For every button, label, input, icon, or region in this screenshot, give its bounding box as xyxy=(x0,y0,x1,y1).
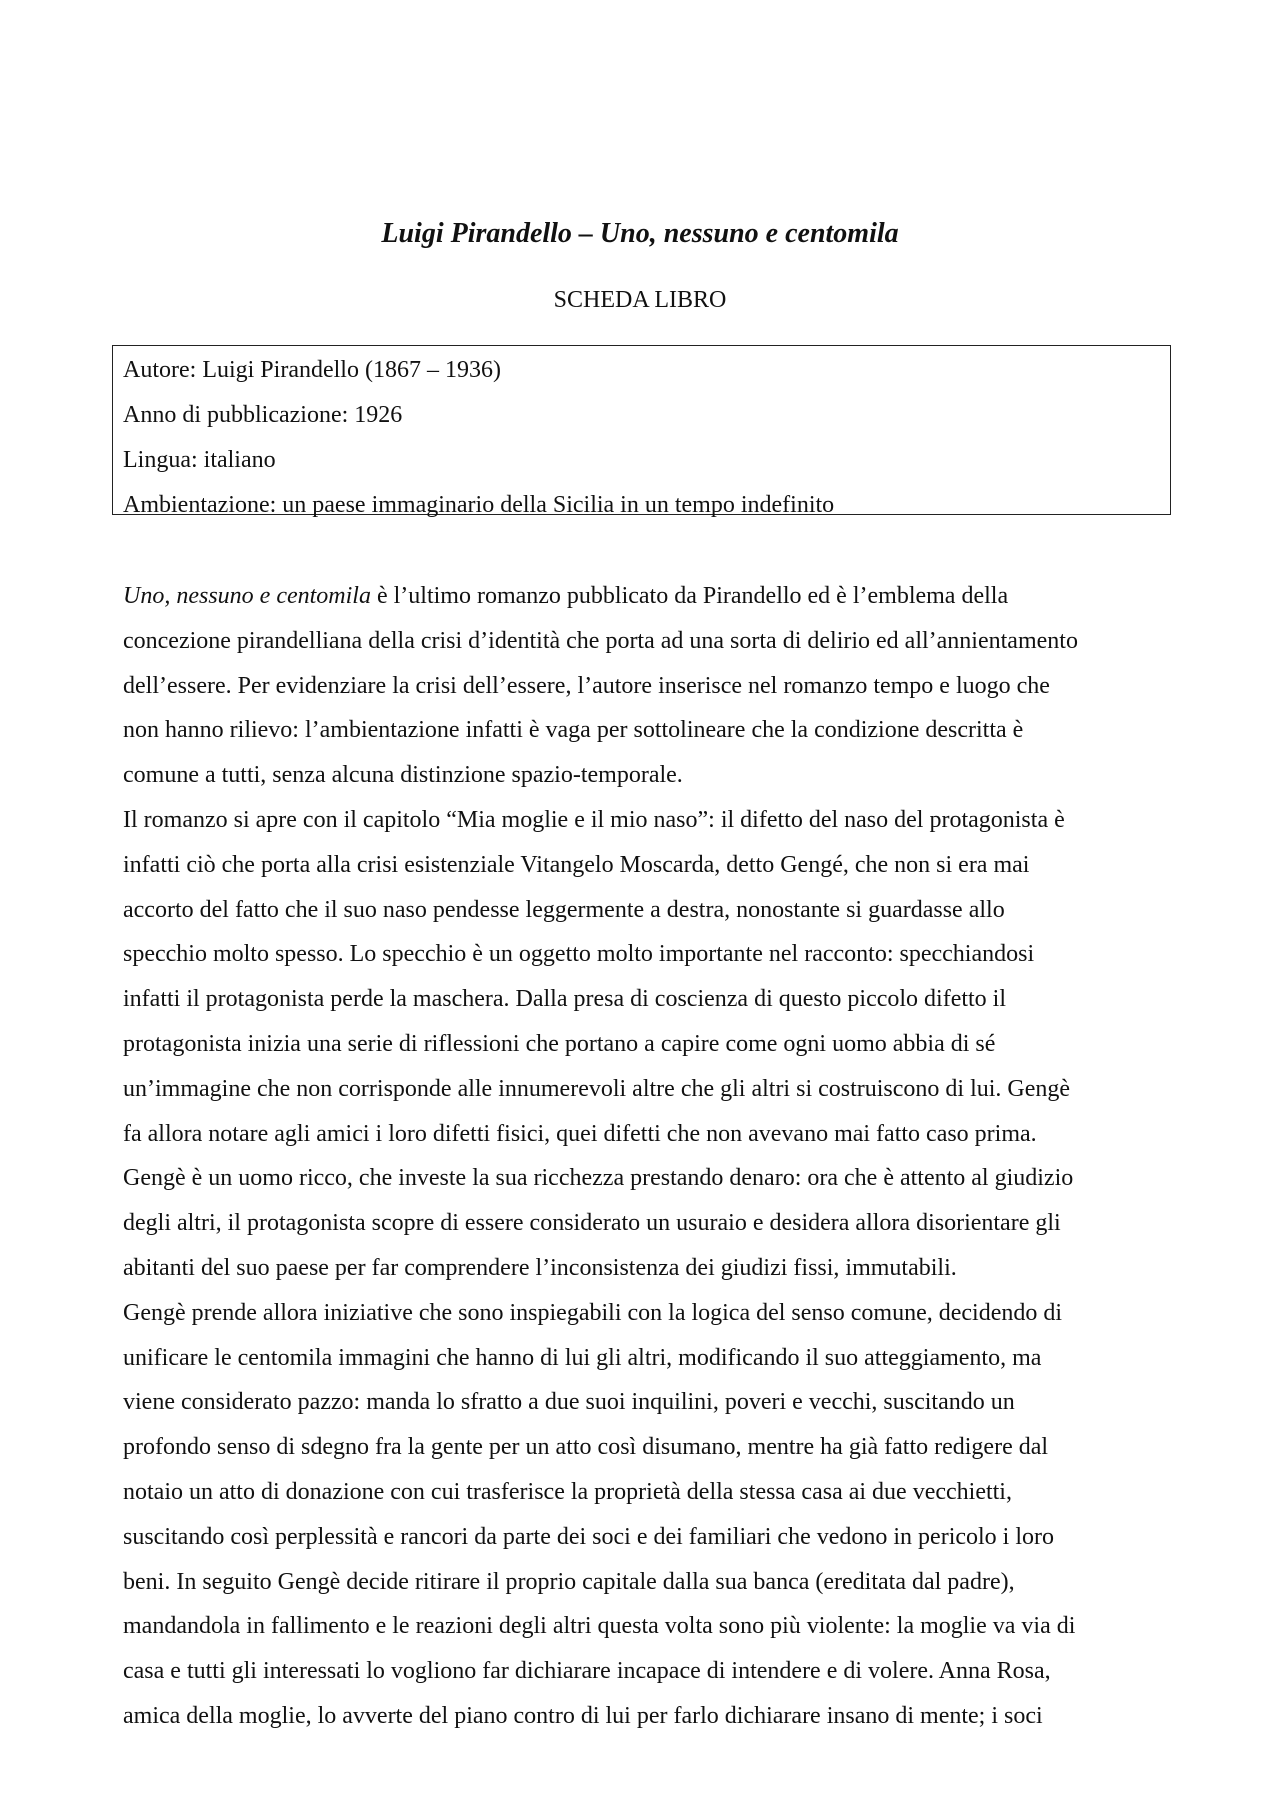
text-line xyxy=(123,619,1163,664)
text-line xyxy=(123,753,1163,798)
text-line-content: Gengè è un uomo ricco, che investe la sua ricchezza prestando denaro: ora che è attento al giudizio xyxy=(123,1165,1074,1192)
text-line xyxy=(123,574,1163,619)
text-line-content: comune a tutti, senza alcuna distinzione spazio-temporale. xyxy=(123,762,683,789)
text-line xyxy=(123,1336,1163,1381)
text-line-content: beni. In seguito Gengè decide ritirare il proprio capitale dalla sua banca (ereditata dal padre), xyxy=(123,1568,1015,1595)
text-line-content: profondo senso di sdegno fra la gente per un atto così disumano, mentre ha già fatto redigere dal xyxy=(123,1434,1049,1461)
text-line-content: degli altri, il protagonista scopre di essere considerato un usuraio e desidera allora disorientare gli xyxy=(123,1210,1061,1237)
text-line xyxy=(123,1515,1163,1560)
text-line xyxy=(123,708,1163,753)
text-line xyxy=(123,843,1163,888)
info-language: Lingua: italiano xyxy=(123,447,276,473)
text-line-content: casa e tutti gli interessati lo vogliono far dichiarare incapace di intendere e di volere. Anna Rosa, xyxy=(123,1658,1051,1685)
text-line-content: protagonista inizia una serie di riflessioni che portano a capire come ogni uomo abbia di sé xyxy=(123,1030,996,1057)
text-line xyxy=(123,1246,1163,1291)
text-line xyxy=(123,932,1163,977)
text-line-content: accorto del fatto che il suo naso pendesse leggermente a destra, nonostante si guardasse allo xyxy=(123,896,1005,923)
text-line-content: infatti ciò che porta alla crisi esistenziale Vitangelo Moscarda, detto Gengé, che non si era mai xyxy=(123,851,1030,878)
text-line xyxy=(123,1380,1163,1425)
text-line-content: dell’essere. Per evidenziare la crisi dell’essere, l’autore inserisce nel romanzo tempo e luogo che xyxy=(123,672,1050,699)
text-line-content: unificare le centomila immagini che hanno di lui gli altri, modificando il suo atteggiamento, ma xyxy=(123,1344,1042,1371)
text-line xyxy=(123,1649,1163,1694)
text-line-content: fa allora notare agli amici i loro difetti fisici, quei difetti che non avevano mai fatto caso prima. xyxy=(123,1120,1037,1147)
text-line xyxy=(123,798,1163,843)
text-line xyxy=(123,1201,1163,1246)
text-line-content: amica della moglie, lo avverte del piano contro di lui per farlo dichiarare insano di mente; i soci xyxy=(123,1702,1043,1729)
text-line-content: Gengè prende allora iniziative che sono inspiegabili con la logica del senso comune, decidendo di xyxy=(123,1299,1063,1326)
text-line-content: notaio un atto di donazione con cui trasferisce la proprietà della stessa casa ai due vecchietti, xyxy=(123,1478,1012,1505)
text-line-content: suscitando così perplessità e rancori da parte dei soci e dei familiari che vedono in pericolo i loro xyxy=(123,1523,1055,1550)
info-publication-year: Anno di pubblicazione: 1926 xyxy=(123,402,403,428)
text-line xyxy=(123,1291,1163,1336)
text-line-content: infatti il protagonista perde la maschera. Dalla presa di coscienza di questo piccolo difetto il xyxy=(123,986,1007,1013)
text-line-content: è l’ultimo romanzo pubblicato da Pirandello ed è l’emblema della xyxy=(370,583,1009,609)
text-line xyxy=(123,1156,1163,1201)
text-line-content: un’immagine che non corrisponde alle innumerevoli altre che gli altri si costruiscono di lui. Gengè xyxy=(123,1075,1071,1102)
text-line-content: Il romanzo si apre con il capitolo “Mia moglie e il mio naso”: il difetto del naso del protagonista è xyxy=(123,806,1065,833)
text-line xyxy=(123,977,1163,1022)
text-line xyxy=(123,888,1163,933)
text-line xyxy=(123,1022,1163,1067)
info-setting: Ambientazione: un paese immaginario della Sicilia in un tempo indefinito xyxy=(123,492,835,518)
text-line xyxy=(123,1694,1163,1739)
book-info-box xyxy=(112,345,1171,518)
body-text xyxy=(123,574,1163,1739)
text-line xyxy=(123,1604,1163,1649)
text-line-content: non hanno rilievo: l’ambientazione infatti è vaga per sottolineare che la condizione descritta è xyxy=(123,717,1024,744)
text-line xyxy=(123,664,1163,709)
text-line xyxy=(123,1470,1163,1515)
text-line-content: viene considerato pazzo: manda lo sfratto a due suoi inquilini, poveri e vecchi, suscitando un xyxy=(123,1389,1015,1416)
text-line xyxy=(123,1425,1163,1470)
text-line xyxy=(123,1067,1163,1112)
text-line-content: concezione pirandelliana della crisi d’identità che porta ad una sorta di delirio ed all’annientamento xyxy=(123,627,1078,654)
text-line-content: mandandola in fallimento e le reazioni degli altri questa volta sono più violente: la moglie va via di xyxy=(123,1613,1076,1640)
text-line-content: abitanti del suo paese per far comprendere l’inconsistenza dei giudizi fissi, immutabili. xyxy=(123,1254,957,1281)
page-subtitle: SCHEDA LIBRO xyxy=(553,287,727,313)
text-line xyxy=(123,1112,1163,1157)
info-author: Autore: Luigi Pirandello (1867 – 1936) xyxy=(123,357,501,383)
book-title-italic: Uno, nessuno e centomila xyxy=(123,583,371,609)
text-line-content: specchio molto spesso. Lo specchio è un oggetto molto importante nel racconto: specchiandosi xyxy=(123,941,1035,968)
page-title: Luigi Pirandello – Uno, nessuno e centomila xyxy=(381,218,899,249)
text-line xyxy=(123,1560,1163,1605)
